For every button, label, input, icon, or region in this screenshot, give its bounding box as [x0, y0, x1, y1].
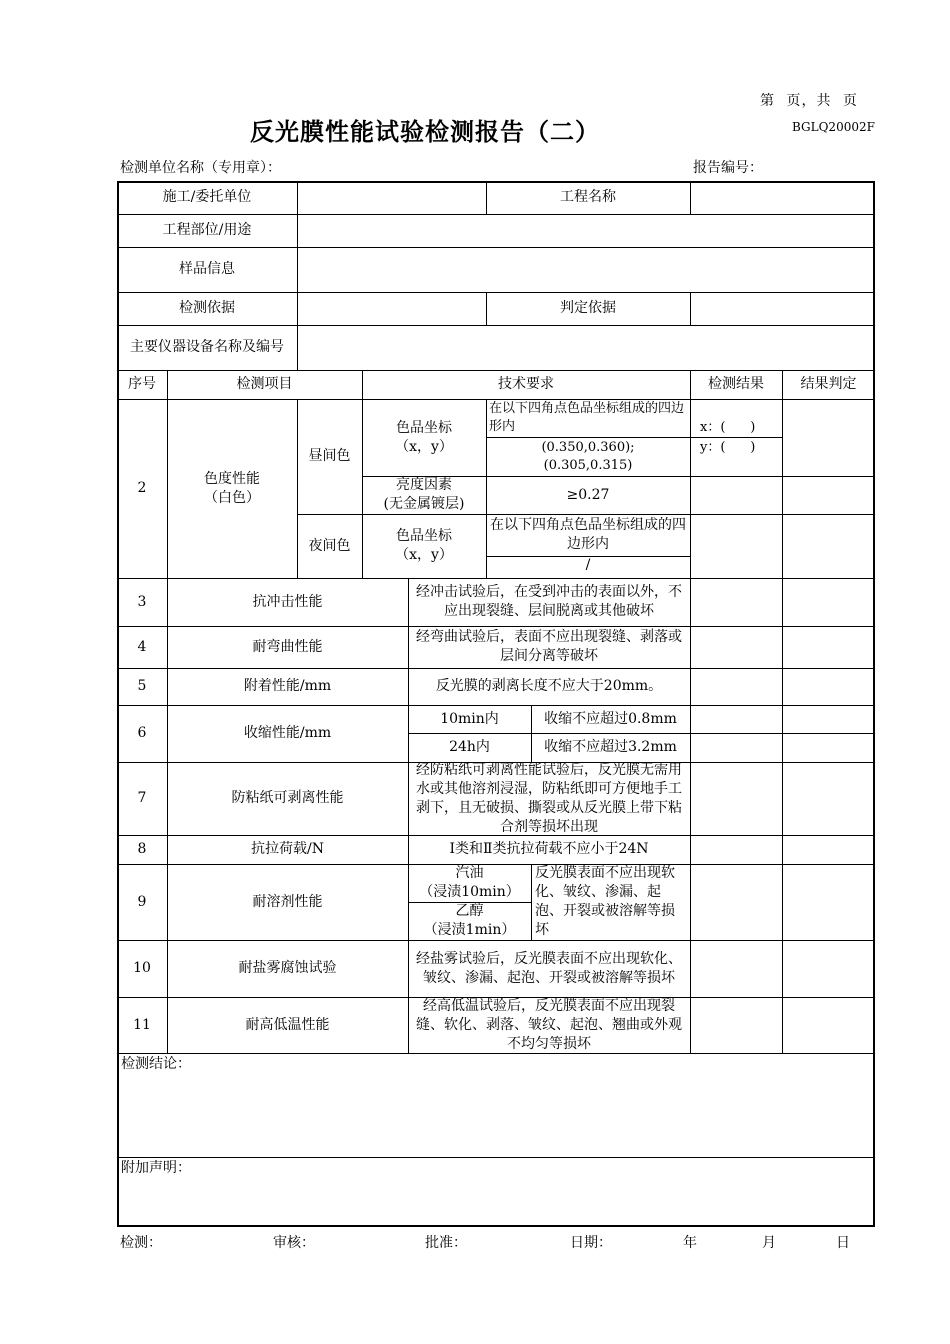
row11-item: 耐高低温性能: [245, 1016, 330, 1033]
row6-seq: 6: [137, 725, 147, 741]
row4-requirement: 经弯曲试验后，表面不应出现裂缝、剥落或层间分离等破坏: [416, 629, 682, 664]
row9-solvent-ethanol: 乙醇 （浸渍1min）: [423, 903, 516, 938]
row7-item: 防粘纸可剥离性能: [231, 790, 344, 806]
testing-unit-label: 检测单位名称（专用章）：: [120, 160, 281, 176]
reviewer-label: 审核：: [273, 1235, 315, 1251]
project-part-label: 工程部位/用途: [162, 222, 252, 238]
row6-requirement-24h: 收缩不应超过3.2mm: [544, 739, 677, 755]
conclusion-label: 检测结论：: [121, 1056, 191, 1072]
row2-night-points: /: [585, 557, 591, 573]
row2-night-requirement: 在以下四角点色品坐标组成的四边形内: [490, 517, 686, 552]
sample-info-label: 样品信息: [179, 261, 235, 277]
project-name-value[interactable]: [691, 181, 875, 214]
row8-requirement: Ⅰ类和Ⅱ类抗拉荷载不应小于24N: [449, 841, 649, 857]
row8-seq: 8: [137, 841, 147, 857]
client-value[interactable]: [298, 181, 486, 214]
row2-x-result[interactable]: x：( ): [700, 419, 756, 435]
project-name-label: 工程名称: [560, 189, 616, 205]
form-code: BGLQ20002F: [792, 120, 875, 134]
row2-item: 色度性能 （白色）: [204, 470, 260, 506]
col-requirement-header: 技术要求: [498, 376, 554, 392]
row2-night-color: 夜间色: [308, 537, 351, 554]
judge-basis-value[interactable]: [691, 292, 875, 325]
client-label: 施工/委托单位: [162, 189, 252, 205]
report-number-label: 报告编号：: [693, 160, 763, 176]
row10-requirement: 经盐雾试验后，反光膜表面不应出现软化、皱纹、渗漏、起泡、开裂或被溶解等损坏: [416, 950, 682, 986]
row6-time-24h: 24h内: [449, 739, 490, 755]
col-judgment-header: 结果判定: [800, 376, 857, 392]
row5-item: 附着性能/mm: [243, 678, 332, 694]
row7-requirement: 经防粘纸可剥离性能试验后，反光膜无需用水或其他溶剂浸湿，防粘纸即可方便地手工剥下，且无破损、撕裂或从反光膜上带下粘合剂等损坏出现: [416, 762, 682, 835]
report-title: 反光膜性能试验检测报告（二）: [250, 118, 600, 146]
col-seq-header: 序号: [128, 376, 156, 392]
row9-seq: 9: [137, 893, 147, 910]
test-basis-value[interactable]: [298, 292, 486, 325]
conclusion-area[interactable]: [119, 1078, 873, 1156]
page-info: 第 页，共 页: [760, 93, 858, 109]
row2-luminance-requirement: ≥0.27: [566, 486, 610, 503]
tester-label: 检测：: [120, 1235, 162, 1251]
row6-requirement-10min: 收缩不应超过0.8mm: [544, 710, 677, 727]
row5-seq: 5: [137, 678, 147, 694]
row9-requirement: 反光膜表面不应出现软化、皱纹、渗漏、起泡、开裂或被溶解等损坏: [535, 865, 675, 938]
date-year: 年: [683, 1235, 697, 1251]
approver-label: 批准：: [425, 1235, 467, 1251]
row11-seq: 11: [133, 1016, 151, 1033]
row8-item: 抗拉荷载/N: [251, 841, 324, 857]
statement-label: 附加声明：: [121, 1160, 191, 1176]
date-month: 月: [762, 1235, 776, 1251]
row4-item: 耐弯曲性能: [252, 638, 323, 655]
equipment-value[interactable]: [298, 325, 875, 370]
judge-basis-label: 判定依据: [560, 300, 616, 316]
row5-requirement: 反光膜的剥离长度不应大于20mm。: [435, 678, 663, 694]
test-basis-label: 检测依据: [179, 300, 235, 316]
project-part-value[interactable]: [298, 214, 875, 247]
row10-seq: 10: [133, 960, 151, 976]
row2-seq: 2: [137, 480, 147, 496]
row2-day-color: 昼间色: [308, 448, 351, 464]
row10-item: 耐盐雾腐蚀试验: [238, 960, 337, 976]
row11-requirement: 经高低温试验后，反光膜表面不应出现裂缝、软化、剥落、皱纹、起泡、翘曲或外观不均匀等损坏: [416, 997, 682, 1052]
row2-night-chroma-label: 色品坐标 （x，y）: [395, 528, 453, 563]
row3-item: 抗冲击性能: [252, 593, 323, 610]
col-item-header: 检测项目: [236, 376, 293, 392]
row6-item: 收缩性能/mm: [243, 725, 332, 741]
date-day: 日: [836, 1235, 850, 1251]
date-label: 日期：: [570, 1235, 612, 1251]
row2-y-result[interactable]: y：( ): [700, 439, 756, 455]
row2-chroma-points: (0.350,0.360); (0.305,0.315): [541, 439, 635, 473]
sample-info-value[interactable]: [298, 247, 875, 292]
row9-solvent-gasoline: 汽油 （浸渍10min）: [419, 865, 520, 900]
equipment-label: 主要仪器设备名称及编号: [130, 339, 284, 355]
statement-area[interactable]: [119, 1182, 873, 1225]
row7-seq: 7: [137, 790, 147, 806]
col-result-header: 检测结果: [708, 376, 764, 392]
row9-item: 耐溶剂性能: [252, 893, 323, 910]
row6-time-10min: 10min内: [440, 710, 499, 727]
row2-chroma-requirement: 在以下四角点色品坐标组成的四边形内: [489, 401, 685, 434]
row3-seq: 3: [137, 593, 147, 610]
row3-requirement: 经冲击试验后，在受到冲击的表面以外，不应出现裂缝、层间脱离或其他破坏: [416, 584, 682, 619]
row2-luminance-label: 亮度因素 (无金属镀层): [383, 477, 465, 512]
row4-seq: 4: [137, 638, 147, 655]
row2-chroma-label: 色品坐标 （x，y）: [395, 419, 453, 455]
